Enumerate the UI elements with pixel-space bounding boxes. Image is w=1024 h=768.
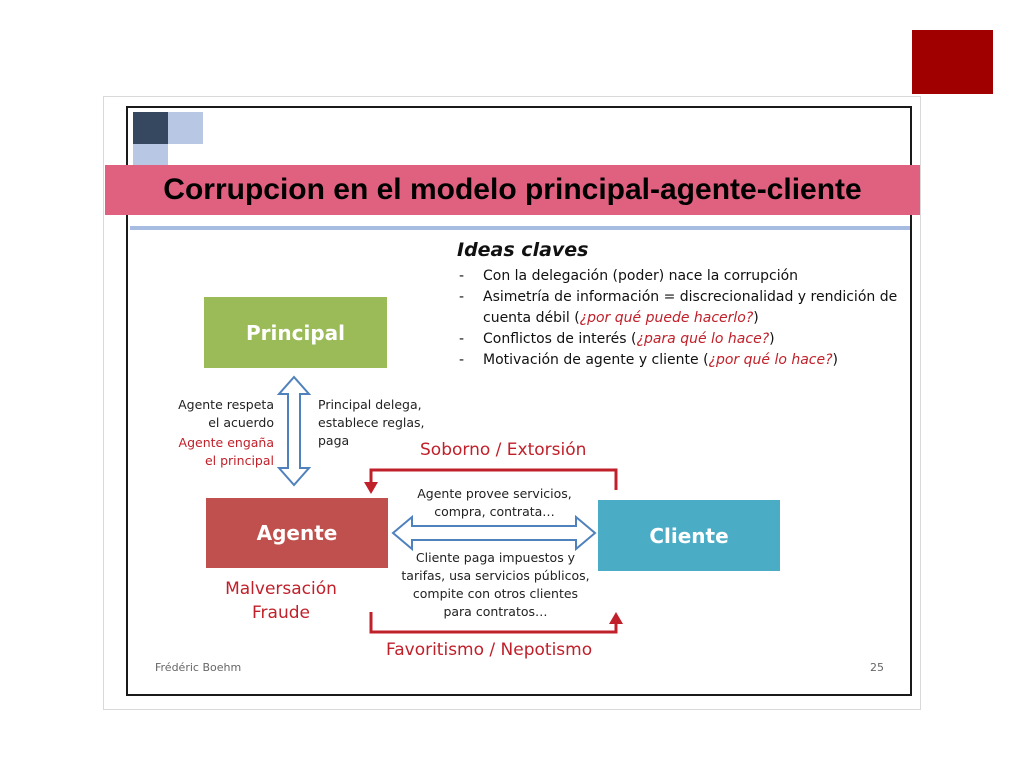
soborno-arrowhead [364, 482, 378, 494]
agent-respeta-label: Agente respeta el acuerdo [178, 397, 274, 430]
favoritismo-label: Favoritismo / Nepotismo [386, 640, 593, 660]
agent-engana-label: Agente engaña el principal [178, 435, 274, 468]
footer-page-number: 25 [870, 661, 884, 674]
slide-title: Corrupcion en el modelo principal-agente-cliente [163, 173, 862, 206]
ideas-heading: Ideas claves [457, 239, 589, 261]
cliente-paga-label: Cliente paga impuestos y tarifas, usa servicios públicos, compite con otros clientes para contratos… [401, 550, 590, 619]
ideas-bullet: - Conflictos de interés (¿para qué lo hace?) [459, 331, 775, 347]
ideas-bullet: - Motivación de agente y cliente (¿por qué lo hace?) [459, 352, 839, 368]
double-arrow-horizontal [393, 517, 595, 549]
footer-author: Frédéric Boehm [155, 661, 242, 674]
ideas-bullet: - Asimetría de información = discrecionalidad y rendición de cuenta débil (¿por qué puede hacerlo?) [459, 289, 898, 326]
double-arrow-vertical [279, 377, 309, 485]
favoritismo-arrowhead [609, 612, 623, 624]
agente-provee-label: Agente provee servicios, compra, contrata… [417, 486, 572, 519]
ideas-bullet: - Con la delegación (poder) nace la corrupción [459, 268, 799, 284]
soborno-label: Soborno / Extorsión [420, 440, 587, 460]
agente-box: Agente [206, 498, 388, 568]
principal-box: Principal [204, 297, 387, 368]
cliente-box: Cliente [598, 500, 780, 571]
malversacion-fraude-label: Malversación Fraude [225, 579, 337, 623]
principal-delega-label: Principal delega, establece reglas, paga [318, 397, 425, 448]
